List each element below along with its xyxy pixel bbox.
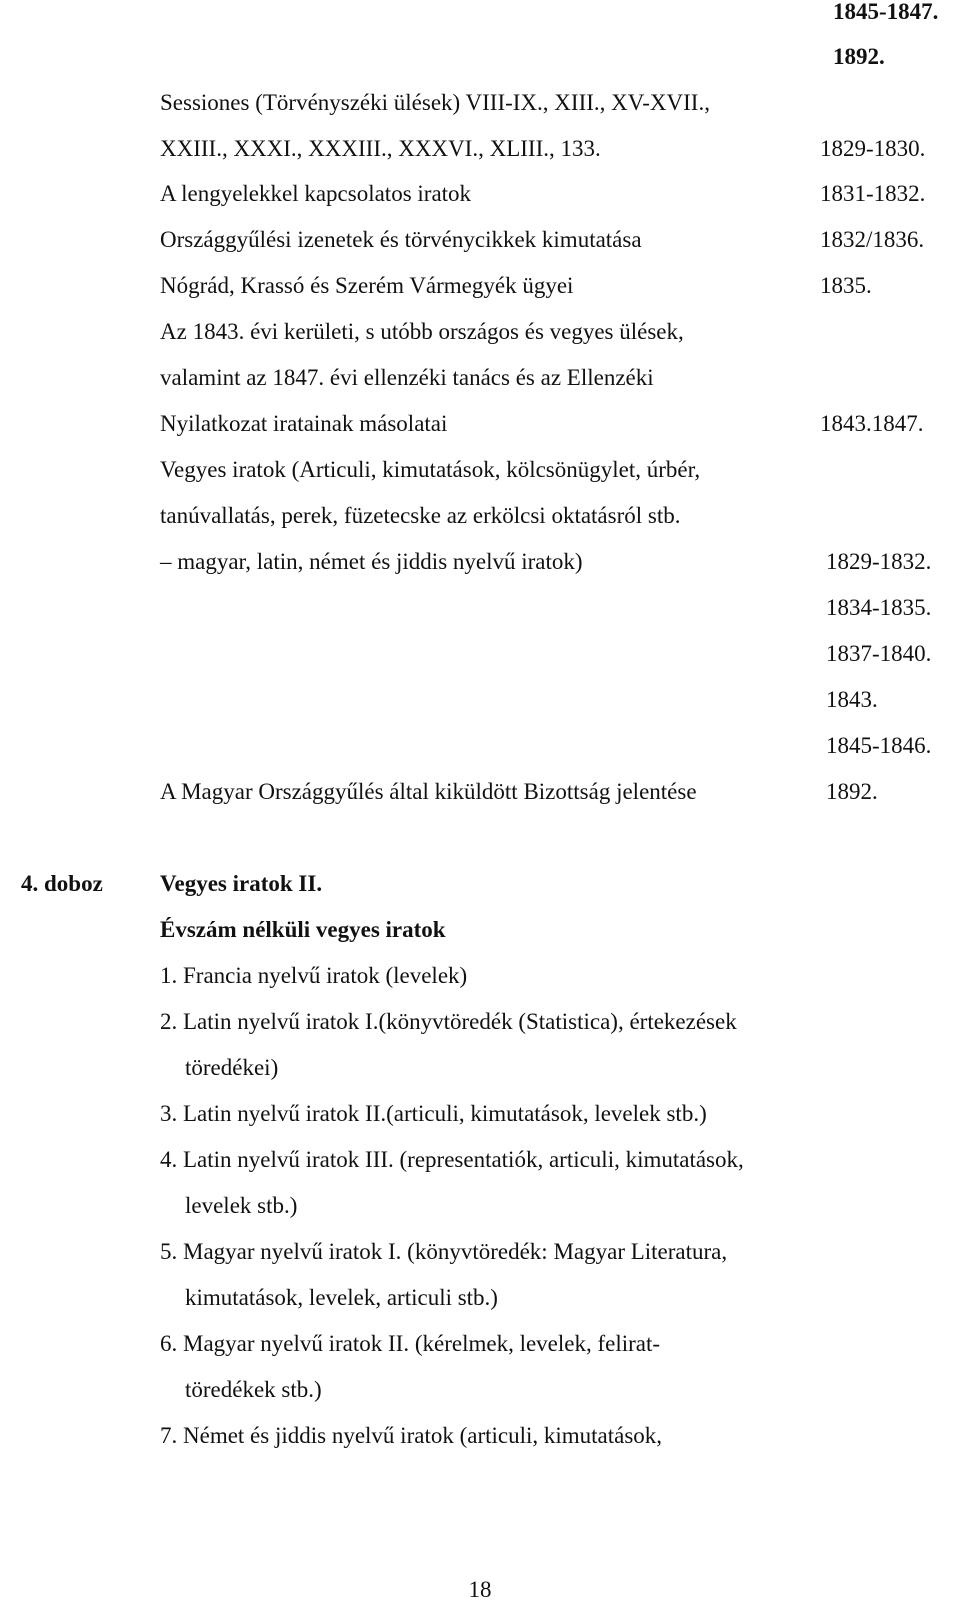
box-item-5: 5. Magyar nyelvű iratok I. (könyvtöredék: Magyar Literatura,	[160, 1239, 728, 1264]
box-item-3: 3. Latin nyelvű iratok II.(articuli, kimutatások, levelek stb.)	[160, 1101, 707, 1126]
entry-vegyes-line2: tanúvallatás, perek, füzetecske az erkölcsi oktatásról stb.	[160, 503, 681, 528]
entry-az1843-line2: valamint az 1847. évi ellenzéki tanács és az Ellenzéki	[160, 365, 654, 390]
box-item-4-cont: levelek stb.)	[185, 1193, 298, 1218]
entry-az1843-date: 1843.1847.	[820, 411, 924, 436]
box-item-6: 6. Magyar nyelvű iratok II. (kérelmek, levelek, felirat-	[160, 1331, 661, 1356]
entry-sessiones-date: 1829-1830.	[820, 136, 926, 161]
entry-orszaggyulesi-date: 1832/1836.	[820, 227, 925, 252]
entry-orszaggyulesi: Országgyűlési izenetek és törvénycikkek kimutatása	[160, 227, 642, 252]
entry-nograd: Nógrád, Krassó és Szerém Vármegyék ügyei	[160, 273, 574, 298]
box-label: 4. doboz	[21, 871, 103, 896]
box-item-4: 4. Latin nyelvű iratok III. (representatiók, articuli, kimutatások,	[160, 1147, 744, 1172]
box-title: Vegyes iratok II.	[160, 871, 323, 896]
entry-vegyes-date-2: 1834-1835.	[826, 595, 932, 620]
box-item-7: 7. Német és jiddis nyelvű iratok (articuli, kimutatások,	[160, 1423, 663, 1448]
page-number: 18	[468, 1577, 492, 1602]
box-item-6-cont: töredékek stb.)	[185, 1377, 322, 1402]
entry-nograd-date: 1835.	[820, 273, 872, 298]
box-item-5-cont: kimutatások, levelek, articuli stb.)	[185, 1285, 498, 1310]
entry-lengyel: A lengyelekkel kapcsolatos iratok	[160, 181, 472, 206]
entry-bizottsag-date: 1892.	[826, 779, 878, 804]
entry-vegyes-date-3: 1837-1840.	[826, 641, 932, 666]
entry-bizottsag: A Magyar Országgyűlés által kiküldött Bizottság jelentése	[160, 779, 697, 804]
entry-vegyes-line3: – magyar, latin, német és jiddis nyelvű iratok)	[160, 549, 583, 574]
entry-vegyes-date-1: 1829-1832.	[826, 549, 932, 574]
box-item-2-cont: töredékei)	[185, 1055, 279, 1080]
entry-sessiones-line1: Sessiones (Törvényszéki ülések) VIII-IX., XIII., XV-XVII.,	[160, 90, 710, 115]
box-subtitle: Évszám nélküli vegyes iratok	[160, 917, 446, 942]
date-top-2: 1892.	[833, 44, 885, 69]
entry-vegyes-date-4: 1843.	[826, 687, 878, 712]
entry-sessiones-line2: XXIII., XXXI., XXXIII., XXXVI., XLIII., 133.	[160, 136, 601, 161]
entry-az1843-line1: Az 1843. évi kerületi, s utóbb országos és vegyes ülések,	[160, 319, 684, 344]
box-item-2: 2. Latin nyelvű iratok I.(könyvtöredék (Statistica), értekezések	[160, 1009, 737, 1034]
entry-vegyes-date-5: 1845-1846.	[826, 733, 932, 758]
entry-vegyes-line1: Vegyes iratok (Articuli, kimutatások, kölcsönügylet, úrbér,	[160, 457, 701, 482]
entry-az1843-line3: Nyilatkozat iratainak másolatai	[160, 411, 448, 436]
entry-lengyel-date: 1831-1832.	[820, 181, 926, 206]
box-item-1: 1. Francia nyelvű iratok (levelek)	[160, 963, 468, 988]
date-top-1: 1845-1847.	[833, 0, 939, 24]
